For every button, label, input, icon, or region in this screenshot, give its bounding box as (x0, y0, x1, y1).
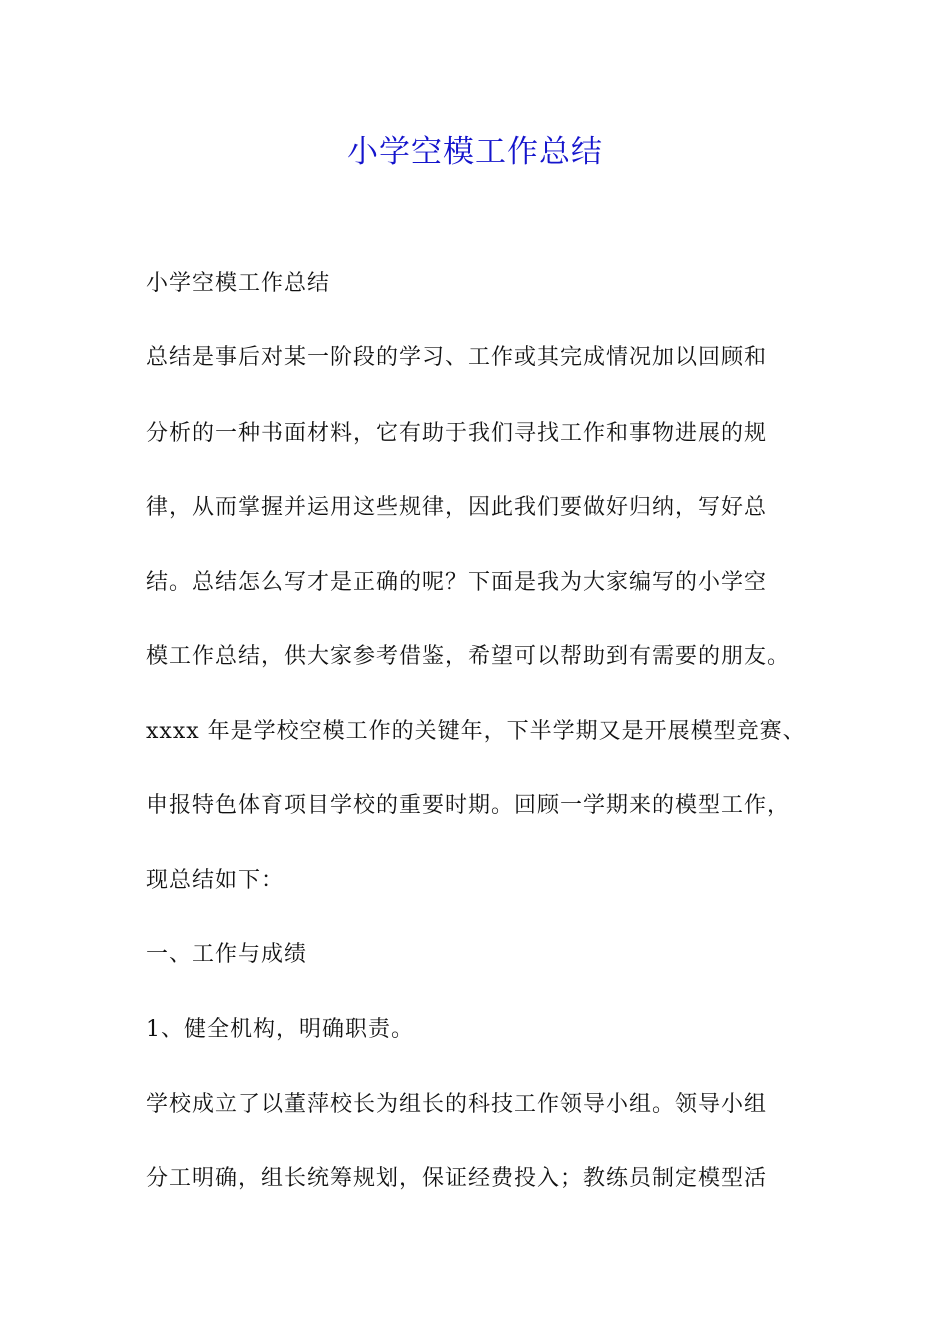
body-line: 律，从而掌握并运用这些规律，因此我们要做好归纳，写好总 (146, 495, 768, 520)
body-line: xxxx 年是学校空模工作的关键年，下半学期又是开展模型竞赛、 (146, 719, 806, 744)
subtitle-line: 小学空模工作总结 (146, 271, 331, 296)
body-line: 模工作总结，供大家参考借鉴，希望可以帮助到有需要的朋友。 (146, 644, 791, 669)
document-title: 小学空模工作总结 (347, 134, 603, 170)
body-line: 结。总结怎么写才是正确的呢？下面是我为大家编写的小学空 (146, 570, 768, 595)
body-line: 申报特色体育项目学校的重要时期。回顾一学期来的模型工作， (146, 793, 791, 818)
subsection-heading: 1、健全机构，明确职责。 (146, 1017, 414, 1042)
section-heading: 一、工作与成绩 (146, 942, 308, 967)
body-line: 分析的一种书面材料，它有助于我们寻找工作和事物进展的规 (146, 421, 768, 446)
body-line: 总结是事后对某一阶段的学习、工作或其完成情况加以回顾和 (146, 345, 768, 370)
body-line: 现总结如下： (146, 868, 285, 893)
body-line: 学校成立了以董萍校长为组长的科技工作领导小组。领导小组 (146, 1092, 768, 1117)
body-line: 分工明确，组长统筹规划，保证经费投入；教练员制定模型活 (146, 1166, 768, 1191)
